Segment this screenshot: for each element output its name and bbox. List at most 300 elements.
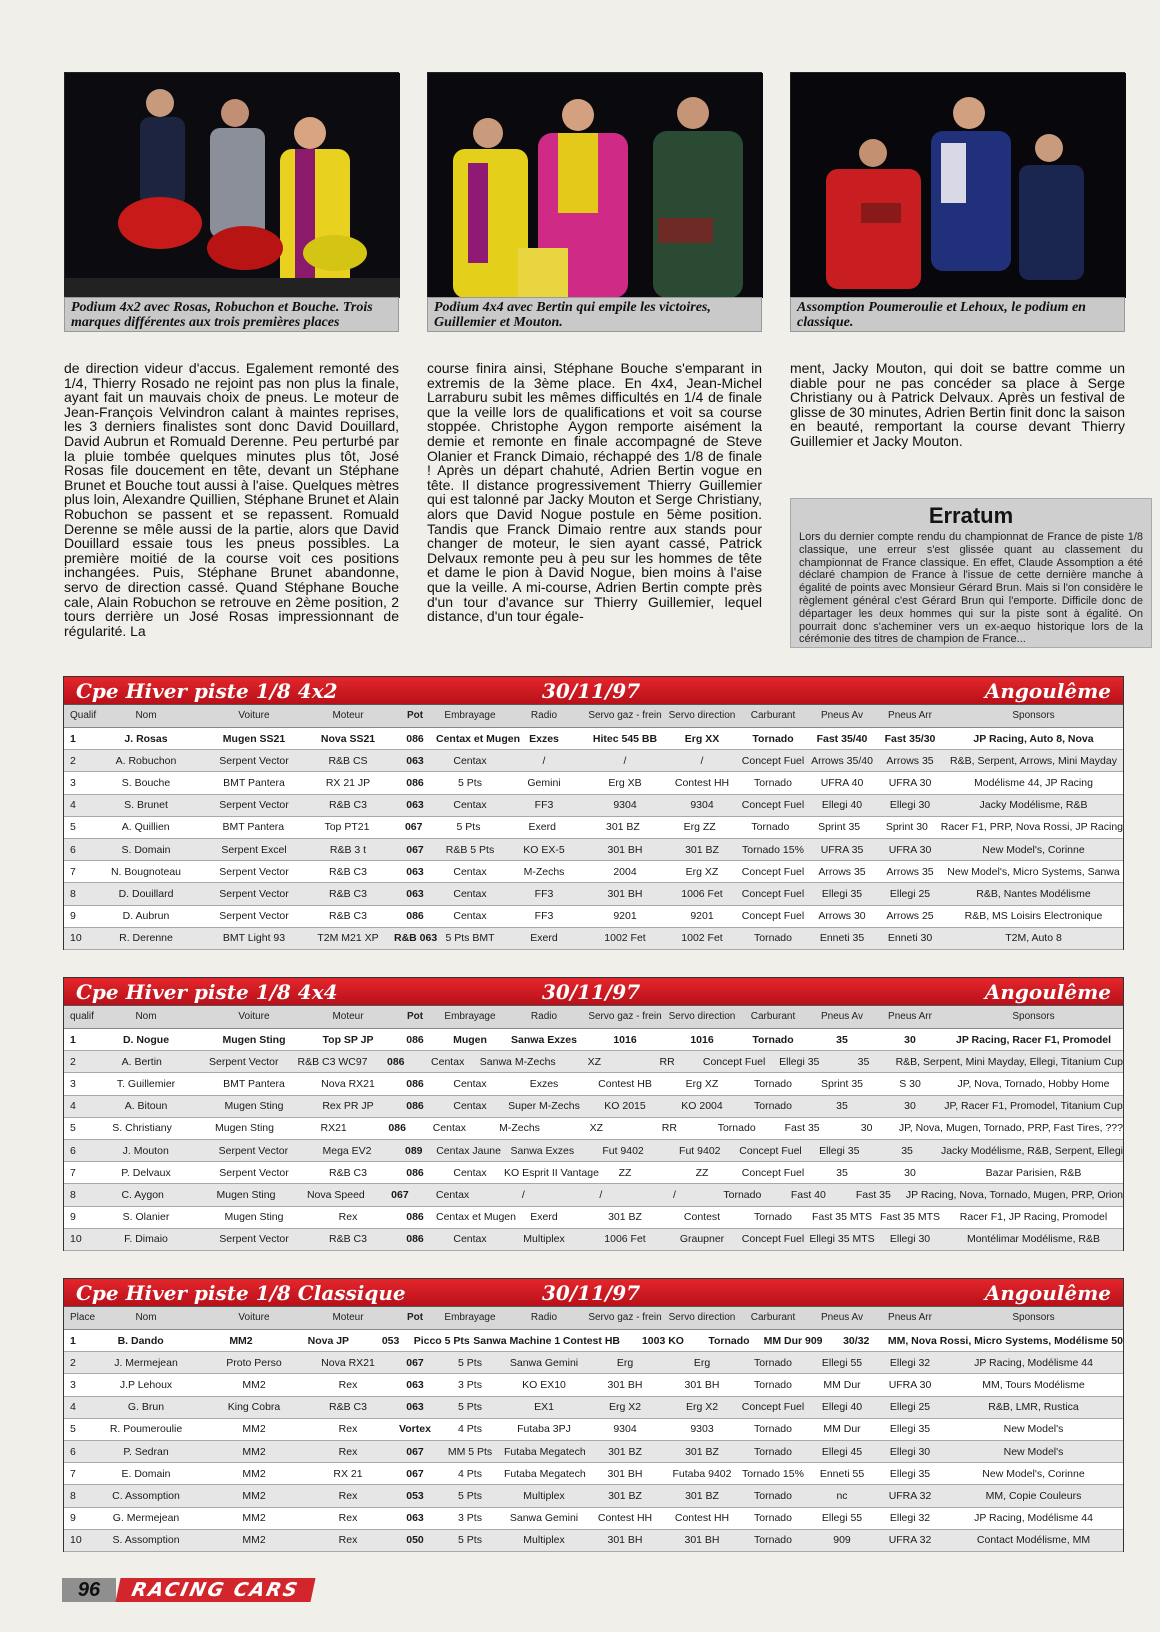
- cell-clutch: MM 5 Pts: [447, 1445, 493, 1458]
- column-header-driver-name: Nom: [135, 710, 157, 721]
- cell-clutch: Centax: [453, 1100, 487, 1113]
- table-row: [64, 1184, 1123, 1206]
- cell-servo-throttle-brake: XZ: [587, 1055, 602, 1068]
- cell-exhaust: 053: [381, 1334, 400, 1347]
- column-header-radio: Radio: [530, 1011, 558, 1022]
- cell-fuel: Tornado: [708, 1334, 750, 1347]
- cell-exhaust: 086: [406, 910, 424, 923]
- cell-rear-tyres: Ellegi 32: [889, 1356, 931, 1369]
- cell-driver-name: E. Domain: [121, 1467, 171, 1480]
- cell-servo-steering: Erg XZ: [685, 865, 719, 878]
- cell-engine: Mega EV2: [322, 1144, 372, 1157]
- column-header-servo-throttle-brake: Servo gaz - frein: [588, 710, 662, 721]
- cell-servo-throttle-brake: Contest HH: [597, 1512, 653, 1525]
- cell-position: 9: [70, 910, 76, 923]
- cell-exhaust: 086: [387, 1055, 405, 1068]
- cell-position: 6: [70, 1445, 76, 1458]
- table-row: [64, 1530, 1123, 1552]
- cell-radio: Exzes: [529, 1077, 559, 1090]
- erratum-title: Erratum: [928, 503, 1014, 528]
- cell-fuel: Tornado: [754, 1211, 792, 1224]
- table-row: [64, 1508, 1123, 1530]
- cell-sponsors: JP Racing, Auto 8, Nova: [973, 732, 1094, 745]
- cell-sponsors: JP, Nova, Tornado, Hobby Home: [957, 1077, 1110, 1090]
- table-row: [64, 883, 1123, 905]
- column-header-radio: Radio: [530, 1312, 558, 1323]
- cell-servo-throttle-brake: 301 BZ: [608, 1211, 642, 1224]
- table-row: [64, 795, 1123, 817]
- cell-driver-name: G. Mermejean: [112, 1512, 180, 1525]
- cell-sponsors: JP Racing, Racer F1, Promodel: [955, 1033, 1112, 1046]
- cell-front-tyres: Fast 40: [790, 1188, 826, 1201]
- cell-fuel: Tornado: [754, 776, 792, 789]
- cell-position: 9: [70, 1512, 76, 1525]
- cell-clutch: Centax: [453, 910, 487, 923]
- cell-servo-throttle-brake: Contest HB: [598, 1077, 652, 1090]
- article-text-col2: course finira ainsi, Stéphane Bouche s'emparant in extremis de la 3ème place. En 4x4, Jean-Michel Larraburu subit les mêmes difficultés en 1/4 de finale que la veille lors de qualifications et voit sa course stoppée. Christophe Aygon remporte aisément la demie et remonte en finale accompagné de Steve Olanier et Franck Dimaio, réchappé des 1/8 de finale ! Après un départ chahuté, Adrien Bertin vogue en tête. Il distance progressivement Thierry Guillemier qui est talonné par Jacky Mouton et Serge Christiany, alors que David Nogue postule en 5ème position. Tandis que Franck Dimaio rentre aux stands pour changer de moteur, le sien ayant cassé, Patrick Delvaux remonte peu à peu sur les hommes de tête et dame le pion à David Nogue, bien moins à l'aise que la veille. A mi-course, Adrien Bertin compte près d'un tour d'avance sur Thierry Guillemier, lequel distance, d'un tour égale-: [427, 360, 762, 625]
- cell-driver-name: N. Bougnoteau: [110, 865, 182, 878]
- cell-sponsors: Racer F1, PRP, Nova Rossi, JP Racing: [940, 821, 1124, 834]
- cell-clutch: 5 Pts: [456, 821, 481, 834]
- table-row: [64, 1352, 1123, 1374]
- cell-rear-tyres: S 30: [899, 1077, 921, 1090]
- cell-fuel: Tornado: [752, 732, 794, 745]
- podium-photo-classique: [790, 72, 1125, 297]
- cell-servo-steering: ZZ: [695, 1166, 709, 1179]
- cell-rear-tyres: Ellegi 30: [889, 799, 931, 812]
- table-title: Cpe Hiver piste 1/8 4x2: [76, 679, 338, 703]
- cell-servo-throttle-brake: Erg X2: [608, 1401, 642, 1414]
- cell-front-tyres: Enneti 55: [819, 1467, 865, 1480]
- cell-rear-tyres: 30: [904, 1166, 916, 1179]
- table-header-row: [64, 1006, 1123, 1029]
- cell-engine: Rex: [338, 1445, 358, 1458]
- cell-position: 3: [70, 1378, 76, 1391]
- cell-driver-name: A. Bertin: [121, 1055, 162, 1068]
- table-body: [64, 728, 1123, 950]
- cell-servo-throttle-brake: 301 BH: [607, 1534, 643, 1547]
- cell-exhaust: 067: [406, 1445, 424, 1458]
- cell-radio: Futaba 3PJ: [517, 1423, 571, 1436]
- cell-car: MM2: [242, 1423, 266, 1436]
- cell-exhaust: 050: [406, 1534, 424, 1547]
- cell-front-tyres: MM Dur: [823, 1423, 861, 1436]
- cell-servo-throttle-brake: XZ: [589, 1122, 604, 1135]
- table-header-row: [64, 705, 1123, 728]
- table-row: [64, 1485, 1123, 1507]
- cell-car: King Cobra: [227, 1401, 281, 1414]
- cell-clutch: Centax: [453, 1233, 487, 1246]
- cell-car: Mugen Sting: [224, 1211, 284, 1224]
- cell-driver-name: C. Assomption: [112, 1489, 180, 1502]
- photo-caption-4x4: Podium 4x4 avec Bertin qui empile les victoires, Guillemier et Mouton.: [427, 297, 762, 332]
- cell-servo-steering: 301 BZ: [685, 843, 719, 856]
- cell-rear-tyres: Arrows 25: [886, 910, 934, 923]
- cell-position: 2: [70, 754, 76, 767]
- cell-clutch: Centax: [432, 1122, 466, 1135]
- cell-driver-name: R. Derenne: [119, 932, 173, 945]
- cell-fuel: Concept Fuel: [741, 887, 805, 900]
- cell-clutch: Centax Jaune: [436, 1144, 501, 1157]
- cell-engine: R&B C3: [329, 865, 367, 878]
- cell-fuel: Tornado: [754, 1534, 792, 1547]
- cell-fuel: Tornado: [754, 932, 792, 945]
- cell-servo-steering: 1016: [690, 1033, 714, 1046]
- cell-servo-throttle-brake: 301 BZ: [605, 821, 640, 834]
- cell-rear-tyres: Ellegi 32: [889, 1512, 931, 1525]
- column-header-front-tyres: Pneus Av: [820, 1312, 864, 1323]
- cell-fuel: Tornado: [723, 1188, 762, 1201]
- cell-car: MM2: [242, 1378, 266, 1391]
- cell-servo-throttle-brake: 9304: [613, 799, 637, 812]
- cell-rear-tyres: Ellegi 25: [889, 887, 931, 900]
- results-table-4x4: [63, 977, 1124, 1251]
- cell-servo-throttle-brake: Hitec 545 BB: [592, 732, 658, 745]
- cell-car: Serpent Vector: [219, 910, 289, 923]
- cell-servo-steering: 9201: [690, 910, 714, 923]
- cell-servo-throttle-brake: ZZ: [618, 1166, 632, 1179]
- cell-clutch: Centax: [453, 865, 487, 878]
- column-header-servo-steering: Servo direction: [668, 1011, 736, 1022]
- cell-car: MM2: [242, 1512, 266, 1525]
- cell-fuel: Tornado: [717, 1122, 756, 1135]
- cell-driver-name: F. Dimaio: [124, 1233, 168, 1246]
- cell-sponsors: JP Racing, Modélisme 44: [974, 1356, 1093, 1369]
- cell-clutch: 5 Pts: [458, 1356, 482, 1369]
- cell-radio: Sanwa Exzes: [511, 1033, 577, 1046]
- cell-front-tyres: 35: [836, 1033, 848, 1046]
- cell-rear-tyres: 30/32: [843, 1334, 870, 1347]
- cell-servo-throttle-brake: Erg XB: [608, 776, 642, 789]
- cell-rear-tyres: UFRA 30: [888, 843, 932, 856]
- column-header-engine: Moteur: [332, 1011, 364, 1022]
- cell-position: 4: [70, 1401, 76, 1414]
- cell-car: BMT Light 93: [222, 932, 286, 945]
- table-body: [64, 1330, 1123, 1552]
- cell-clutch: Centax: [453, 1077, 487, 1090]
- cell-rear-tyres: Sprint 30: [885, 821, 928, 834]
- cell-engine: Top PT21: [324, 821, 370, 834]
- cell-rear-tyres: 30: [904, 1100, 916, 1113]
- cell-fuel: Concept Fuel: [741, 754, 805, 767]
- cell-front-tyres: Ellegi 35: [821, 887, 863, 900]
- cell-fuel: Tornado: [754, 1077, 792, 1090]
- cell-rear-tyres: Enneti 30: [887, 932, 933, 945]
- cell-radio: Super M-Zechs: [508, 1100, 580, 1113]
- cell-car: MM2: [242, 1489, 266, 1502]
- cell-servo-steering: 9303: [690, 1423, 714, 1436]
- cell-front-tyres: Ellegi 40: [821, 1401, 863, 1414]
- cell-position: 5: [70, 1122, 76, 1135]
- cell-servo-steering: Erg XX: [684, 732, 720, 745]
- cell-servo-steering: Erg: [693, 1356, 711, 1369]
- cell-servo-steering: Graupner: [679, 1233, 725, 1246]
- cell-sponsors: R&B, Nantes Modélisme: [976, 887, 1091, 900]
- cell-radio: Multiplex: [523, 1534, 565, 1547]
- column-header-clutch: Embrayage: [444, 1011, 496, 1022]
- cell-engine: R&B C3: [329, 910, 367, 923]
- cell-servo-steering: KO 2004: [681, 1100, 723, 1113]
- results-table-4x2: [63, 676, 1124, 950]
- cell-rear-tyres: UFRA 32: [888, 1489, 932, 1502]
- cell-rear-tyres: 30: [860, 1122, 873, 1135]
- table-row: [64, 750, 1123, 772]
- page-number: 96: [62, 1578, 116, 1602]
- podium-4x2-image: [65, 73, 400, 298]
- table-row: [64, 1330, 1123, 1352]
- article-text-col3: ment, Jacky Mouton, qui doit se battre comme un diable pour ne pas concéder sa place à Serge Christiany ou à Patrick Delvaux. Après un festival de glisse de 30 minutes, Adrien Bertin finit donc la saison en beauté, remportant la course devant Thierry Guillemier et Jacky Mouton.: [790, 360, 1125, 449]
- cell-sponsors: New Model's, Corinne: [982, 1467, 1085, 1480]
- cell-sponsors: R&B, Serpent, Mini Mayday, Ellegi, Titanium Cup: [895, 1055, 1123, 1068]
- column-header-front-tyres: Pneus Av: [820, 1011, 864, 1022]
- cell-radio: KO EX10: [522, 1378, 566, 1391]
- cell-clutch: Mugen: [453, 1033, 487, 1046]
- cell-radio: Multiplex: [523, 1489, 565, 1502]
- cell-car: MM2: [242, 1445, 266, 1458]
- cell-fuel: Concept Fuel: [741, 1401, 805, 1414]
- cell-front-tyres: Ellegi 35 MTS: [809, 1233, 875, 1246]
- cell-driver-name: S. Brunet: [124, 799, 168, 812]
- table-row: [64, 772, 1123, 794]
- table-row: [64, 1419, 1123, 1441]
- column-header-rear-tyres: Pneus Arr: [888, 1312, 932, 1323]
- cell-servo-throttle-brake: 301 BH: [607, 1378, 643, 1391]
- cell-engine: Rex: [338, 1423, 358, 1436]
- cell-driver-name: S. Assomption: [112, 1534, 180, 1547]
- cell-position: 1: [70, 1033, 76, 1046]
- cell-position: 2: [70, 1055, 76, 1068]
- cell-position: 2: [70, 1356, 76, 1369]
- table-place: Angoulême: [984, 1281, 1111, 1305]
- cell-exhaust: 086: [406, 1211, 424, 1224]
- column-header-car: Voiture: [238, 1312, 270, 1323]
- cell-servo-steering: Erg XZ: [685, 1077, 719, 1090]
- cell-fuel: Tornado: [752, 1033, 794, 1046]
- cell-car: Mugen Sting: [215, 1122, 274, 1135]
- cell-servo-steering: 301 BZ: [685, 1489, 719, 1502]
- cell-front-tyres: Arrows 35/40: [811, 754, 873, 767]
- cell-clutch: Centax et Mugen: [436, 732, 521, 745]
- cell-exhaust: 067: [406, 843, 424, 856]
- cell-exhaust: 067: [404, 821, 423, 834]
- cell-exhaust: 067: [406, 1467, 424, 1480]
- table-date: 30/11/97: [542, 679, 641, 703]
- cell-servo-steering: RR: [661, 1122, 677, 1135]
- cell-position: 3: [70, 776, 76, 789]
- column-header-rear-tyres: Pneus Arr: [888, 1011, 932, 1022]
- column-header-position: qualif: [70, 1011, 94, 1022]
- cell-car: MM2: [229, 1334, 253, 1347]
- cell-driver-name: S. Christiany: [112, 1122, 172, 1135]
- table-row: [64, 1229, 1123, 1251]
- cell-position: 8: [70, 1489, 76, 1502]
- cell-engine: Top SP JP: [322, 1033, 374, 1046]
- cell-front-tyres: Ellegi 35: [779, 1055, 820, 1068]
- cell-engine: R&B C3: [329, 799, 367, 812]
- cell-sponsors: MM, Tours Modélisme: [982, 1378, 1085, 1391]
- table-body: [64, 1029, 1123, 1251]
- cell-exhaust: 086: [406, 776, 424, 789]
- cell-engine: Nova RX21: [321, 1077, 375, 1090]
- cell-rear-tyres: Ellegi 35: [889, 1423, 931, 1436]
- cell-engine: Nova Speed: [306, 1188, 365, 1201]
- cell-engine: R&B C3: [329, 1166, 367, 1179]
- cell-car: BMT Pantera: [222, 821, 285, 834]
- cell-exhaust: 067: [391, 1188, 409, 1201]
- cell-servo-throttle-brake: Contest HB: [562, 1334, 620, 1347]
- cell-car: MM2: [242, 1467, 266, 1480]
- table-row: [64, 1162, 1123, 1184]
- cell-car: Mugen SS21: [222, 732, 286, 745]
- cell-front-tyres: UFRA 35: [820, 843, 864, 856]
- cell-position: 6: [70, 1144, 76, 1157]
- cell-driver-name: D. Aubrun: [122, 910, 170, 923]
- cell-clutch: 5 Pts BMT: [445, 932, 495, 945]
- page-footer: [62, 1578, 313, 1602]
- table-title-bar: [64, 978, 1123, 1006]
- table-row: [64, 928, 1123, 950]
- cell-exhaust: Vortex: [399, 1423, 431, 1436]
- cell-car: Serpent Vector: [219, 754, 289, 767]
- cell-radio: FF3: [534, 799, 554, 812]
- cell-sponsors: New Model's: [1003, 1423, 1064, 1436]
- cell-radio: M-Zechs: [499, 1122, 540, 1135]
- cell-sponsors: R&B, MS Loisirs Electronique: [964, 910, 1103, 923]
- table-row: [64, 1073, 1123, 1095]
- cell-radio: Futaba Megatech: [504, 1467, 586, 1480]
- cell-exhaust: 063: [406, 887, 424, 900]
- cell-exhaust: R&B 063: [394, 932, 438, 945]
- cell-position: 10: [70, 1233, 82, 1246]
- cell-fuel: Tornado 15%: [742, 843, 804, 856]
- cell-driver-name: A. Quillien: [121, 821, 170, 834]
- table-row: [64, 1096, 1123, 1118]
- cell-car: Serpent Vector: [219, 1233, 289, 1246]
- table-row: [64, 1051, 1123, 1073]
- cell-engine: Rex: [338, 1534, 358, 1547]
- cell-radio: Exerd: [528, 821, 556, 834]
- cell-radio: Exzes: [529, 732, 559, 745]
- magazine-logo: RACING CARS: [115, 1578, 315, 1602]
- cell-sponsors: Contact Modélisme, MM: [976, 1534, 1091, 1547]
- cell-front-tyres: 909: [833, 1534, 851, 1547]
- cell-radio: FF3: [534, 887, 554, 900]
- cell-car: Mugen Sting: [222, 1033, 286, 1046]
- cell-exhaust: 063: [406, 865, 424, 878]
- cell-driver-name: J. Rosas: [124, 732, 168, 745]
- cell-engine: R&B CS: [328, 754, 368, 767]
- cell-rear-tyres: 30: [904, 1033, 916, 1046]
- cell-car: Serpent Vector: [219, 1166, 289, 1179]
- table-title-bar: [64, 1279, 1123, 1307]
- column-header-sponsors: Sponsors: [1012, 1312, 1055, 1323]
- cell-radio: Sanwa Machine 1: [473, 1334, 561, 1347]
- table-row: [64, 1140, 1123, 1162]
- table-row: [64, 1397, 1123, 1419]
- cell-driver-name: P. Delvaux: [121, 1166, 171, 1179]
- table-title: Cpe Hiver piste 1/8 Classique: [76, 1281, 406, 1305]
- cell-car: BMT Pantera: [223, 776, 285, 789]
- cell-position: 9: [70, 1211, 76, 1224]
- cell-position: 7: [70, 1166, 76, 1179]
- cell-driver-name: A. Bitoun: [124, 1100, 168, 1113]
- cell-fuel: Tornado: [754, 1489, 792, 1502]
- cell-fuel: Concept Fuel: [702, 1055, 766, 1068]
- cell-front-tyres: MM Dur 909: [763, 1334, 823, 1347]
- column-header-car: Voiture: [238, 1011, 270, 1022]
- cell-position: 3: [70, 1077, 76, 1090]
- cell-servo-steering: 301 BH: [684, 1534, 720, 1547]
- cell-servo-steering: /: [700, 754, 704, 767]
- article-column-2: [427, 361, 762, 624]
- cell-front-tyres: Ellegi 45: [821, 1445, 863, 1458]
- cell-servo-steering: Futaba 9402: [672, 1467, 732, 1480]
- cell-clutch: 3 Pts: [458, 1512, 482, 1525]
- cell-front-tyres: Ellegi 55: [821, 1512, 863, 1525]
- column-header-driver-name: Nom: [135, 1011, 157, 1022]
- cell-engine: RX21: [320, 1122, 347, 1135]
- cell-driver-name: J. Mermejean: [114, 1356, 178, 1369]
- cell-clutch: 5 Pts: [458, 1401, 482, 1414]
- cell-fuel: Concept Fuel: [739, 1144, 802, 1157]
- cell-servo-steering: RR: [659, 1055, 675, 1068]
- cell-clutch: Centax et Mugen: [436, 1211, 516, 1224]
- cell-sponsors: Bazar Parisien, R&B: [985, 1166, 1082, 1179]
- cell-front-tyres: Sprint 35: [818, 821, 861, 834]
- table-row: [64, 1207, 1123, 1229]
- column-header-fuel: Carburant: [750, 710, 796, 721]
- cell-car: Serpent Vector: [219, 887, 289, 900]
- column-header-engine: Moteur: [332, 1312, 364, 1323]
- cell-rear-tyres: Fast 35/30: [884, 732, 936, 745]
- cell-radio: /: [542, 754, 546, 767]
- podium-classique-image: [791, 73, 1126, 298]
- table-row: [64, 728, 1123, 750]
- table-row: [64, 861, 1123, 883]
- cell-exhaust: 089: [405, 1144, 423, 1157]
- cell-fuel: Concept Fuel: [741, 1233, 805, 1246]
- cell-servo-steering: 1003 KO: [641, 1334, 684, 1347]
- cell-car: BMT Pantera: [223, 1077, 285, 1090]
- cell-position: 8: [70, 1188, 76, 1201]
- cell-clutch: Centax: [453, 887, 487, 900]
- cell-rear-tyres: Fast 35: [855, 1188, 891, 1201]
- cell-sponsors: New Model's: [1003, 1445, 1064, 1458]
- cell-exhaust: 086: [406, 732, 424, 745]
- cell-servo-steering: Contest HH: [674, 1512, 730, 1525]
- cell-rear-tyres: Fast 35 MTS: [879, 1211, 941, 1224]
- cell-exhaust: 086: [406, 1100, 424, 1113]
- cell-clutch: 4 Pts: [458, 1423, 482, 1436]
- cell-clutch: Centax: [453, 754, 487, 767]
- cell-servo-throttle-brake: 301 BH: [607, 843, 643, 856]
- cell-car: Serpent Vector: [219, 865, 289, 878]
- cell-position: 4: [70, 799, 76, 812]
- cell-front-tyres: 35: [836, 1100, 848, 1113]
- cell-car: Proto Perso: [226, 1356, 282, 1369]
- cell-radio: Futaba Megatech: [504, 1445, 586, 1458]
- cell-driver-name: C. Aygon: [121, 1188, 164, 1201]
- cell-clutch: R&B 5 Pts: [445, 843, 495, 856]
- cell-engine: R&B C3: [329, 1233, 367, 1246]
- cell-clutch: Centax: [453, 1166, 487, 1179]
- cell-front-tyres: Ellegi 35: [819, 1144, 860, 1157]
- cell-servo-throttle-brake: /: [623, 754, 627, 767]
- cell-driver-name: T. Guillemier: [116, 1077, 176, 1090]
- cell-fuel: Tornado: [754, 1100, 792, 1113]
- cell-rear-tyres: Arrows 35: [886, 754, 934, 767]
- table-row: [64, 1463, 1123, 1485]
